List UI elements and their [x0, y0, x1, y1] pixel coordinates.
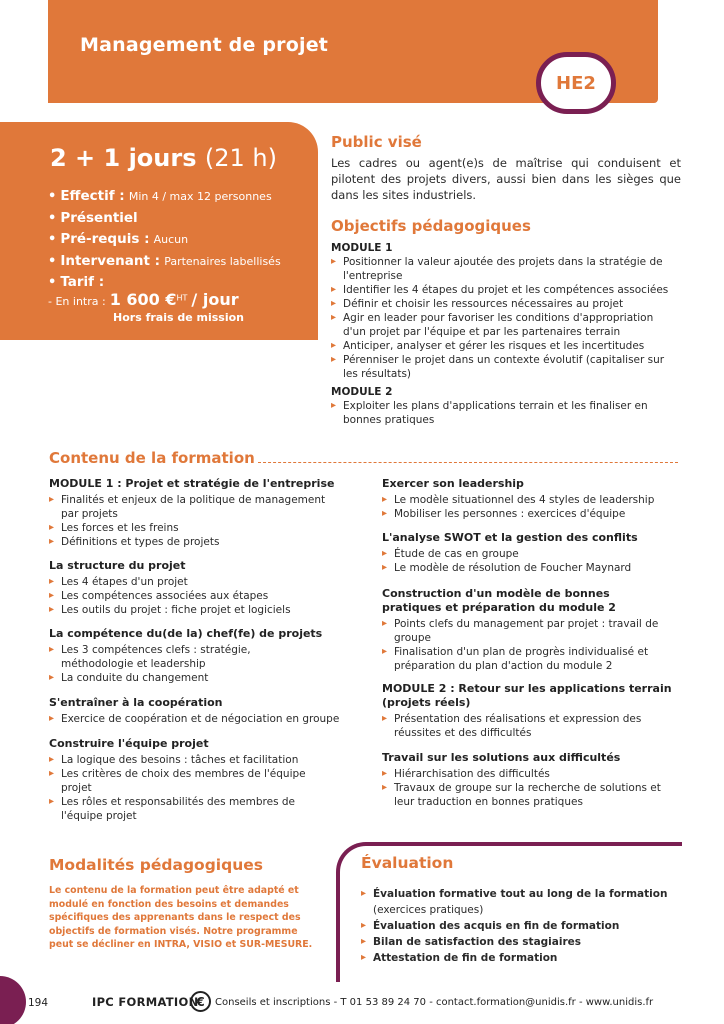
list-item: ▸ Évaluation des acquis en fin de formation	[361, 918, 681, 934]
list-item: ▸ Les forces et les freins	[49, 521, 334, 535]
content-heading: MODULE 2 : Retour sur les applications terrain (projets réels)	[382, 682, 672, 709]
list-item: ▸ Mobiliser les personnes : exercices d'équipe	[382, 507, 682, 521]
objectives-title: Objectifs pédagogiques	[331, 217, 531, 235]
list-item: ▸ Les critères de choix des membres de l'équipe projet	[49, 767, 324, 795]
footer-brand: IPC FORMATION	[92, 995, 199, 1009]
page-title: Management de projet	[80, 34, 329, 56]
list-item: ▸ Évaluation formative tout au long de la formation (exercices pratiques)	[361, 886, 681, 918]
list-item: ▸ Les outils du projet : fiche projet et logiciels	[49, 603, 334, 617]
list-item: ▸ La logique des besoins : tâches et facilitation	[49, 753, 324, 767]
content-list	[49, 753, 324, 823]
content-heading: S'entraîner à la coopération	[49, 696, 223, 709]
duration-days: 2 + 1 jours	[50, 144, 197, 172]
tarif-note: Hors frais de mission	[113, 311, 244, 324]
list-item: ▸ Bilan de satisfaction des stagiaires	[361, 934, 681, 950]
content-list	[382, 617, 682, 673]
list-item: ▸ Points clefs du management par projet : travail de groupe	[382, 617, 682, 645]
list-item: ▸ Les rôles et responsabilités des membres de l'équipe projet	[49, 795, 324, 823]
list-item: ▸ Les compétences associées aux étapes	[49, 589, 334, 603]
content-heading: La structure du projet	[49, 559, 186, 572]
course-code-badge: HE2	[536, 52, 616, 114]
list-item: ▸ Pérenniser le projet dans un contexte évolutif (capitaliser sur les résultats)	[331, 353, 676, 381]
phone-badge-icon: €	[190, 991, 211, 1012]
list-item: ▸ Présentation des réalisations et expression des réussites et des difficultés	[382, 712, 682, 740]
page-number: 194	[28, 997, 49, 1009]
objectives-module1-list	[331, 255, 676, 381]
info-item: • Intervenant : Partenaires labellisés	[48, 252, 281, 269]
info-item: • Effectif : Min 4 / max 12 personnes	[48, 188, 272, 204]
course-info-box	[0, 122, 318, 340]
content-heading: Construction d'un modèle de bonnes pratiques et préparation du module 2	[382, 587, 616, 614]
list-item: ▸ Étude de cas en groupe	[382, 547, 682, 561]
list-item: ▸ Hiérarchisation des difficultés	[382, 767, 682, 781]
list-item: ▸ Définitions et types de projets	[49, 535, 334, 549]
info-item: • Pré-requis : Aucun	[48, 231, 189, 247]
list-item: ▸ La conduite du changement	[49, 671, 299, 685]
content-list	[382, 493, 682, 521]
public-text: Les cadres ou agent(e)s de maîtrise qui conduisent et pilotent des projets divers, aussi bien dans les sièges que dans les sites industriels.	[331, 156, 681, 202]
evaluation-title: Évaluation	[361, 854, 454, 872]
content-heading: Construire l'équipe projet	[49, 737, 209, 750]
public-title: Public visé	[331, 133, 422, 151]
duration	[50, 144, 277, 172]
content-list	[49, 493, 334, 549]
content-list	[49, 575, 334, 617]
list-item: ▸ Le modèle de résolution de Foucher Maynard	[382, 561, 682, 575]
footer-contact: Conseils et inscriptions - T 01 53 89 24 70 - contact.formation@unidis.fr - www.unidis.fr	[215, 997, 654, 1008]
list-item: ▸ Définir et choisir les ressources nécessaires au projet	[331, 297, 676, 311]
content-heading: MODULE 1 : Projet et stratégie de l'entreprise	[49, 477, 335, 490]
content-list	[382, 712, 682, 740]
list-item: ▸ Le modèle situationnel des 4 styles de leadership	[382, 493, 682, 507]
tarif-line: - En intra : 1 600 €$^{HT}$ / jour	[48, 290, 239, 309]
content-divider	[258, 462, 678, 463]
list-item: ▸ Attestation de fin de formation	[361, 950, 681, 966]
info-list	[48, 186, 281, 294]
list-item: ▸ Anticiper, analyser et gérer les risques et les incertitudes	[331, 339, 676, 353]
content-list	[49, 643, 299, 685]
list-item: ▸ Finalisation d'un plan de progrès individualisé et préparation du plan d'action du module 2	[382, 645, 682, 673]
list-item: ▸ Les 3 compétences clefs : stratégie, méthodologie et leadership	[49, 643, 299, 671]
content-list	[382, 767, 682, 809]
list-item: ▸ Travaux de groupe sur la recherche de solutions et leur traduction en bonnes pratiques	[382, 781, 682, 809]
content-list	[49, 712, 349, 726]
content-heading: La compétence du(de la) chef(fe) de projets	[49, 627, 323, 640]
list-item: ▸ Exercice de coopération et de négociation en groupe	[49, 712, 349, 726]
list-item: ▸ Les 4 étapes d'un projet	[49, 575, 334, 589]
modalities-text: Le contenu de la formation peut être adapté et modulé en fonction des besoins et demandes spécifiques des apprenants dans le respect des objectifs de formation visés. Notre programme peut se décliner en INTRA, VISIO et SUR-MESURE.	[49, 885, 313, 951]
evaluation-list	[361, 886, 681, 966]
content-heading: Exercer son leadership	[382, 477, 524, 490]
modalities-title: Modalités pédagogiques	[49, 856, 263, 874]
list-item: ▸ Agir en leader pour favoriser les conditions d'appropriation d'un projet par l'équipe et par les partenaires terrain	[331, 311, 676, 339]
content-heading: L'analyse SWOT et la gestion des conflits	[382, 531, 638, 544]
content-list	[382, 547, 682, 575]
objectives-module2-list	[331, 399, 676, 427]
info-item: • Tarif :	[48, 274, 105, 290]
info-item: • Présentiel	[48, 209, 138, 226]
objectives-module1: MODULE 1	[331, 242, 393, 254]
page-corner-tab	[0, 976, 26, 1024]
list-item: ▸ Finalités et enjeux de la politique de management par projets	[49, 493, 334, 521]
list-item: ▸ Identifier les 4 étapes du projet et les compétences associées	[331, 283, 676, 297]
list-item: ▸ Exploiter les plans d'applications terrain et les finaliser en bonnes pratiques	[331, 399, 676, 427]
list-item: ▸ Positionner la valeur ajoutée des projets dans la stratégie de l'entreprise	[331, 255, 676, 283]
content-heading: Travail sur les solutions aux difficultés	[382, 751, 621, 764]
duration-hours: (21 h)	[204, 144, 277, 172]
content-title: Contenu de la formation	[49, 449, 255, 467]
objectives-module2: MODULE 2	[331, 386, 393, 398]
